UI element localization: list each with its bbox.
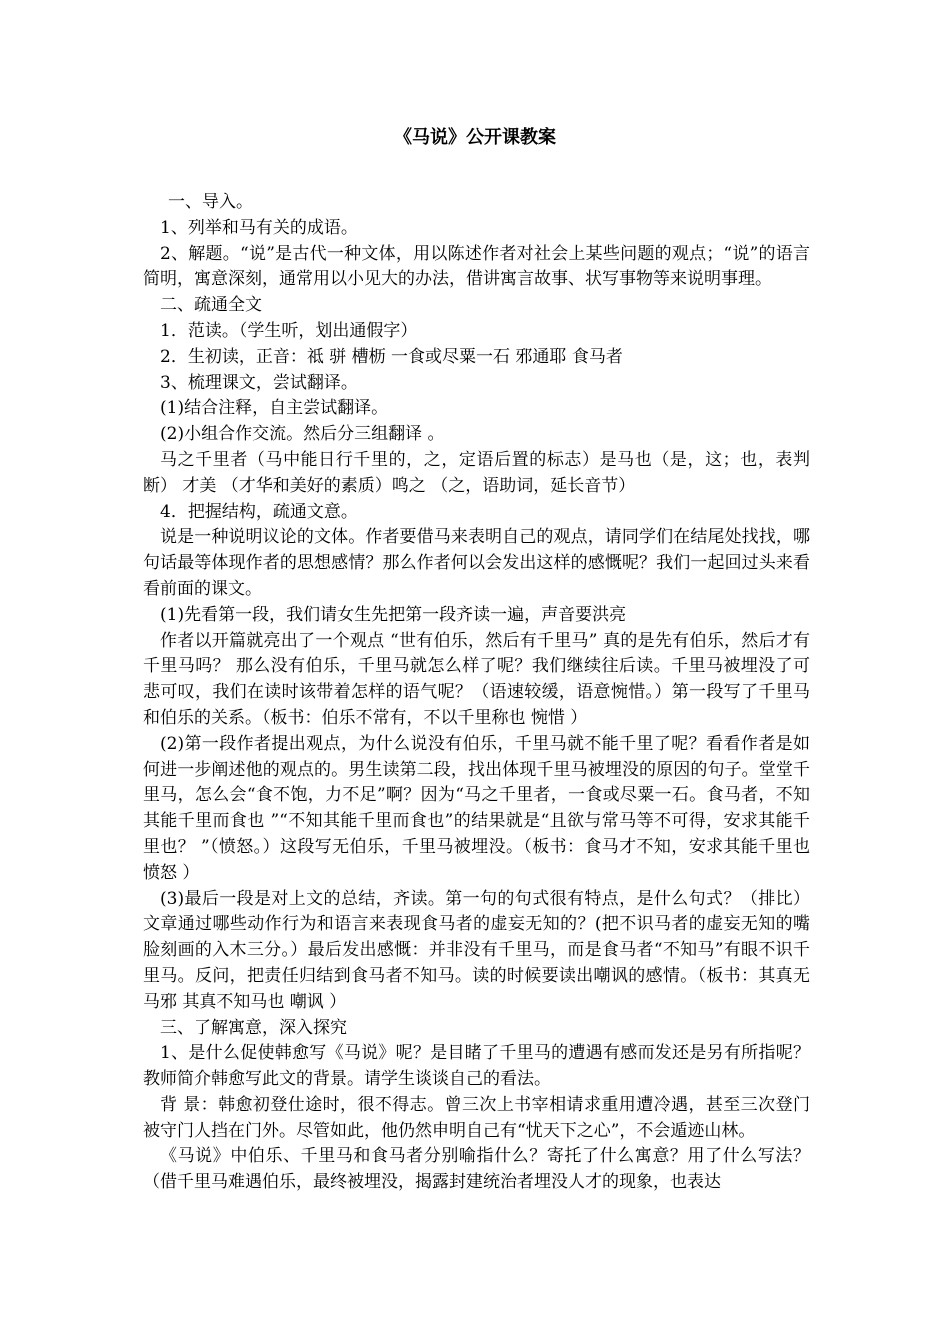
paragraph: (2)小组合作交流。然后分三组翻译 。 — [160, 424, 445, 445]
paragraph: 背 景：韩愈初登仕途时，很不得志。曾三次上书宰相请求重用遭冷遇，甚至三次登门被守门人挡在门外。尽管如此，他仍然申明自己有“忧天下之心”，不会遁迹山林。 — [143, 1094, 810, 1141]
paragraph: (3)最后一段是对上文的总结，齐读。第一句的句式很有特点，是什么句式？（排比） 文章通过哪些动作行为和语言来表现食马者的虚妄无知的？(把不识马者的虚妄无知的嘴脸刻画的入木三分。）最后发出感慨：并非没有千里马，而是食马者“不知马”有眼不识千里马。反问，把责任归结到食马者不知马。读的时候要读出嘲讽的感情。（板书：其真无马邪 其真不知马也 嘲讽 ） — [143, 888, 810, 1012]
paragraph: (2)第一段作者提出观点，为什么说没有伯乐，千里马就不能千里了呢？看看作者是如何进一步阐述他的观点的。男生读第二段，找出体现千里马被埋没的原因的句子。堂堂千里马，怎么会“食不饱，力不足”啊？因为“马之千里者，一食或尽粟一石。食马者，不知其能千里而食也 ”“不知其能千里而食也”的结果就是“且欲与常马等不可得，安求其能千里也？ ”（愤怒。）这段写无伯乐，千里马被埋没。（板书：食马才不知，安求其能千里也 愤怒 ） — [143, 733, 810, 883]
paragraph: 4．把握结构，疏通文意。 — [160, 501, 358, 522]
document-body — [143, 190, 810, 1196]
paragraph: 《马说》中伯乐、千里马和食马者分别喻指什么？寄托了什么寓意？用了什么写法？（借千里马难遇伯乐，最终被埋没，揭露封建统治者埋没人才的现象，也表达 — [143, 1146, 810, 1193]
paragraph: 作者以开篇就亮出了一个观点 “世有伯乐，然后有千里马” 真的是先有伯乐，然后才有千里马吗？ 那么没有伯乐，千里马就怎么样了呢？我们继续往后读。千里马被埋没了可悲可叹，我们在读时该带着怎样的语气呢？（语速较缓，语意惋惜。）第一段写了千里马和伯乐的关系。（板书：伯乐不常有，不以千里称也 惋惜 ） — [143, 630, 810, 728]
paragraph: 1、列举和马有关的成语。 — [160, 217, 358, 238]
paragraph: 1．范读。（学生听，划出通假字） — [160, 320, 418, 341]
section-heading-read: 二、疏通全文 — [160, 295, 262, 316]
paragraph: 2．生初读，正音：祗 骈 槽枥 一食或尽粟一石 邪通耶 食马者 — [160, 346, 623, 367]
paragraph: 2、解题。“说”是古代一种文体，用以陈述作者对社会上某些问题的观点；“说”的语言简明，寓意深刻，通常用以小见大的办法，借讲寓言故事、状写事物等来说明事理。 — [143, 243, 810, 290]
paragraph: 1、是什么促使韩愈写《马说》呢？是目睹了千里马的遭遇有感而发还是另有所指呢？教师简介韩愈写此文的背景。请学生谈谈自己的看法。 — [143, 1043, 810, 1090]
section-heading-intro: 一、导入。 — [168, 192, 253, 212]
paragraph: 3、梳理课文，尝试翻译。 — [160, 372, 358, 393]
paragraph: (1)结合注释，自主尝试翻译。 — [160, 398, 389, 419]
paragraph: (1)先看第一段，我们请女生先把第一段齐读一遍，声音要洪亮 — [160, 604, 627, 625]
document-title: 《马说》公开课教案 — [394, 127, 556, 148]
section-heading-meaning: 三、了解寓意，深入探究 — [160, 1017, 347, 1038]
paragraph: 马之千里者（马中能日行千里的，之，定语后置的标志）是马也（是，这；也，表判断） 才美 （才华和美好的素质）鸣之 （之，语助词，延长音节） — [143, 449, 810, 496]
paragraph: 说是一种说明议论的文体。作者要借马来表明自己的观点，请同学们在结尾处找找，哪句话最等体现作者的思想感情？那么作者何以会发出这样的感慨呢？我们一起回过头来看看前面的课文。 — [143, 527, 810, 599]
